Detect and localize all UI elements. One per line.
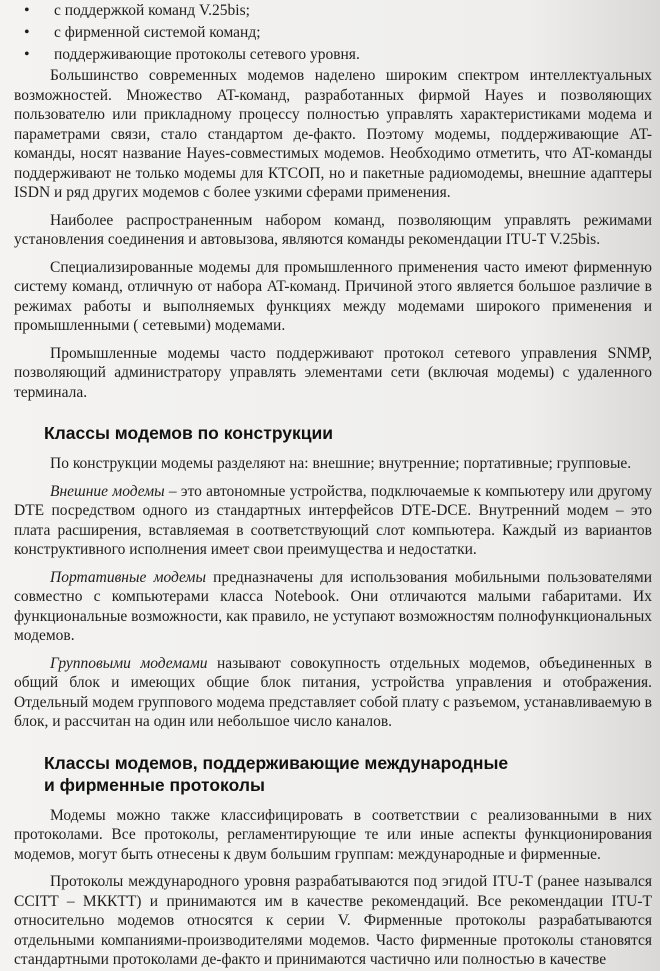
bullet-item: • с фирменной системой команд; xyxy=(14,22,652,44)
paragraph: Модемы можно также классифицировать в соответствии с реализованными в них протоколами. Все протоколы, регламентирующие те или иные аспекты функционирования модемов, могут быть отнесены к двум большим группам: международные и фирменные. xyxy=(14,806,652,863)
definition-paragraph xyxy=(14,482,652,560)
section-heading: Классы модемов по конструкции xyxy=(44,423,334,443)
paragraph: Промышленные модемы часто поддерживают протокол сетевого управления SNMP, позволяющий администратору управлять элементами сети (включая модемы) с удаленного терминала. xyxy=(14,344,652,401)
heading-line: Классы модемов, поддерживающие международные xyxy=(44,752,509,773)
definition-paragraph xyxy=(14,568,652,646)
definition-paragraph xyxy=(14,654,652,732)
term: Портативные модемы xyxy=(50,568,206,586)
definition-text: называют совокупность отдельных модемов, объединенных в общий блок и имеющих общие блок питания, устройства управления и отображения. Отдельный модем группового модема представляет собой плату с разъемом, устанавливаемую в блок, и рассчитан на один или небольшое число каналов. xyxy=(14,654,652,730)
term: Групповыми модемами xyxy=(50,654,208,672)
bullet-item: • поддерживающие протоколы сетевого уровня. xyxy=(14,44,652,66)
heading-line: и фирменные протоколы xyxy=(44,774,265,795)
paragraph: По конструкции модемы разделяют на: внешние; внутренние; портативные; групповые. xyxy=(50,455,632,472)
paragraph: Специализированные модемы для промышленного применения часто имеют фирменную систему команд, отличную от набора AT-команд. Причиной этого является большое различие в режимах работы и выполняемых функциях между модемами широкого применения и промышленными ( сетевыми) модемами. xyxy=(14,258,652,334)
definition-text: предназначены для использования мобильными пользователями совместно с компьютерами класса Notebook. Они отличаются малыми габаритами. Их функциональные возможности, как правило, не уступают возможностям полнофункциональных модемов. xyxy=(14,568,653,644)
section-heading xyxy=(44,752,652,796)
paragraph: Большинство современных модемов наделено широким спектром интеллектуальных возможностей. Множество AT-команд, разработанных фирмой Hayes и позволяющих пользователю или прикладному процессу полностью управлять характеристиками модема и параметрами связи, стало стандартом де-факто. Поэтому модемы, поддерживающие AT-команды, носят название Hayes-совместимых модемов. Необходимо отметить, что AT-команды поддерживают не только модемы для КТСОП, но и пакетные радиомодемы, внешние адаптеры ISDN и ряд других модемов с более узкими сферами применения. xyxy=(14,67,652,201)
bullet-list xyxy=(14,0,652,66)
definition-text: – это автономные устройства, подключаемые к компьютеру или другому DTE посредством одного из стандартных интерфейсов DTE-DCE. Внутренний модем – это плата расширения, вставляемая в соответствующий слот компьютера. Каждый из вариантов конструктивного исполнения имеет свои преимущества и недостатки. xyxy=(14,482,652,558)
bullet-item: • с поддержкой команд V.25bis; xyxy=(14,0,652,22)
paragraph: Наиболее распространенным набором команд, позволяющим управлять режимами установления соединения и автовызова, являются команды рекомендации ITU-T V.25bis. xyxy=(14,211,652,248)
paragraph: Протоколы международного уровня разрабатываются под эгидой ITU-T (ранее назывался CCITT – МККТТ) и принимаются им в качестве рекомендаций. Все рекомендации ITU-T относительно модемов относятся к серии V. Фирменные протоколы разрабатываются отдельными компаниями-производителями модемов. Часто фирменные протоколы становятся стандартными протоколами де-факто и принимаются частично или полностью в качестве xyxy=(14,873,652,968)
term: Внешние модемы xyxy=(50,482,165,500)
